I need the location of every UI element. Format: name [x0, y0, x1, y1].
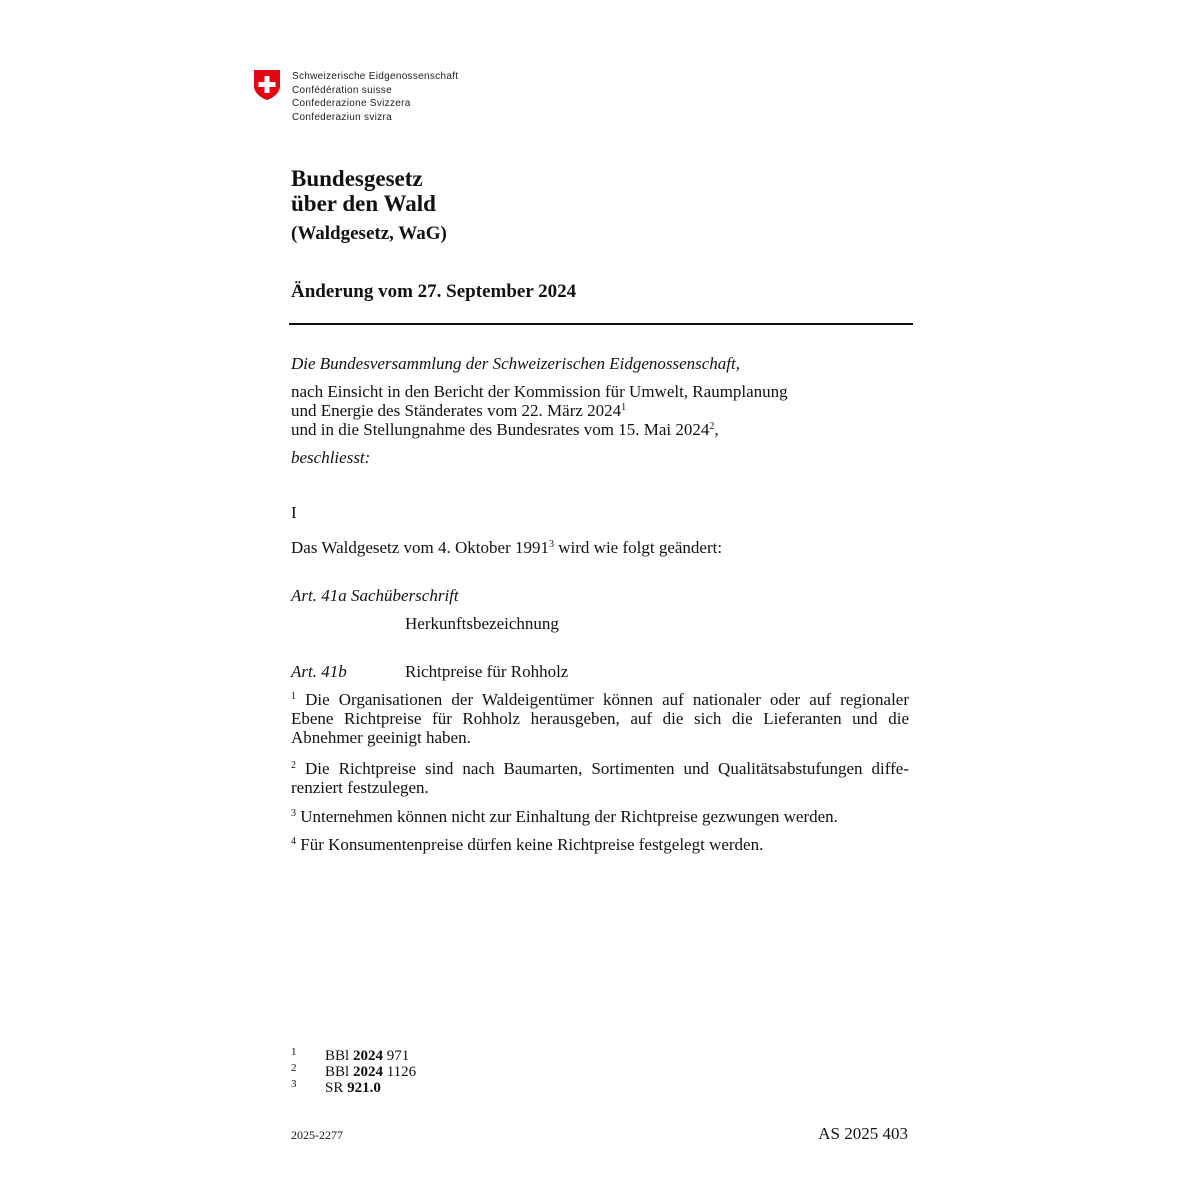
document-code: 2025-2277 [291, 1128, 343, 1142]
amendment-date: Änderung vom 27. September 2024 [291, 281, 577, 302]
agency-name-de: Schweizerische Eidgenossenschaft [292, 71, 459, 82]
preamble-line-3-end: , [714, 420, 719, 439]
footnote-page: 971 [382, 1048, 410, 1064]
section-intro-text-end: wird wie folgt geändert: [554, 538, 723, 557]
paragraph-number: 3 [291, 808, 296, 819]
agency-name-rm: Confederaziun svizra [292, 111, 392, 123]
section-intro-text: Das Waldgesetz vom 4. Oktober 1991 [291, 538, 549, 557]
paragraph-number: 1 [291, 691, 296, 702]
footnote-number: 3 [291, 1078, 297, 1090]
footnote-page: 1126 [382, 1064, 417, 1080]
footnote-sr-number: 921.0 [347, 1080, 381, 1096]
footnote-text [325, 1064, 416, 1080]
art-41b-p2-line-2: renziert festzulegen. [291, 778, 429, 797]
art-41b-p1-line-1 [291, 690, 909, 709]
art-41b-p2-text-1: Die Richtpreise sind nach Baumarten, Sortimenten und Qualitätsabstufungen diffe- [305, 759, 909, 778]
footnote-ref-3[interactable]: 3 [549, 539, 554, 550]
document-title [291, 166, 436, 216]
title-divider [289, 323, 913, 325]
footnote-number: 1 [291, 1046, 297, 1058]
art-41b-paragraph-1 [291, 690, 909, 747]
art-41b-p4-line [291, 835, 909, 854]
footnote-ref-1[interactable]: 1 [621, 402, 627, 413]
footnote-ref-2[interactable]: 2 [709, 421, 715, 432]
art-41b-p3-text: Unternehmen können nicht zur Einhaltung der Richtpreise gezwungen werden. [300, 807, 838, 826]
preamble-line-3 [291, 420, 911, 439]
paragraph-number: 4 [291, 836, 296, 847]
official-compilation-reference: AS 2025 403 [818, 1124, 908, 1143]
art-41b-p1-text-1: Die Organisationen der Waldeigentümer können auf nationaler oder auf regionaler [305, 690, 910, 709]
preamble-line-2-text: und Energie des Ständerates vom 22. März 2024 [291, 401, 622, 420]
preamble-decides: beschliesst: [291, 448, 371, 467]
footnote-number: 2 [291, 1062, 297, 1074]
footnote-text [325, 1048, 409, 1064]
art-41b-paragraph-2 [291, 759, 909, 797]
footnote-prefix: BBl [325, 1048, 353, 1064]
agency-name-fr: Confédération suisse [292, 84, 392, 96]
art-41b-heading: Richtpreise für Rohholz [405, 662, 569, 681]
art-41a-label: Art. 41a Sachüberschrift [291, 586, 459, 605]
art-41b-p4-text: Für Konsumentenpreise dürfen keine Richtpreise festgelegt werden. [300, 835, 764, 854]
preamble-line-2 [291, 401, 911, 420]
preamble-line-3-text: und in die Stellungnahme des Bundesrates vom 15. Mai 2024 [291, 420, 710, 439]
footnote-year: 2024 [352, 1048, 383, 1064]
footnote-year: 2024 [352, 1064, 383, 1080]
federal-agency-names [292, 70, 458, 124]
art-41b-paragraph-4 [291, 835, 909, 854]
preamble-line-1: nach Einsicht in den Bericht der Kommission für Umwelt, Raumplanung [291, 382, 788, 401]
art-41b-p2-line-1 [291, 759, 909, 778]
art-41b-paragraph-3 [291, 807, 909, 826]
footnote-prefix: BBl [325, 1064, 353, 1080]
paragraph-number: 2 [291, 760, 296, 771]
art-41b-p1-line-3: Abnehmer geeinigt haben. [291, 728, 471, 747]
section-roman-numeral: I [291, 503, 297, 522]
art-41b-label: Art. 41b [291, 662, 347, 681]
section-intro [291, 538, 722, 557]
art-41a-heading: Herkunftsbezeichnung [405, 614, 559, 633]
art-41b-p1-line-2: Ebene Richtpreise für Rohholz herausgeben, auf die sich die Lieferanten und die [291, 709, 909, 728]
footnote-text [325, 1080, 381, 1096]
swiss-cross-shield-icon [253, 69, 281, 101]
short-title: (Waldgesetz, WaG) [291, 223, 447, 244]
art-41b-p3-line [291, 807, 909, 826]
title-line-2: über den Wald [291, 191, 436, 216]
preamble [291, 354, 911, 467]
title-line-1: Bundesgesetz [291, 166, 423, 191]
agency-name-it: Confederazione Svizzera [292, 98, 411, 109]
preamble-assembly: Die Bundesversammlung der Schweizerischen Eidgenossenschaft, [291, 354, 740, 373]
footnote-prefix: SR [325, 1080, 348, 1096]
